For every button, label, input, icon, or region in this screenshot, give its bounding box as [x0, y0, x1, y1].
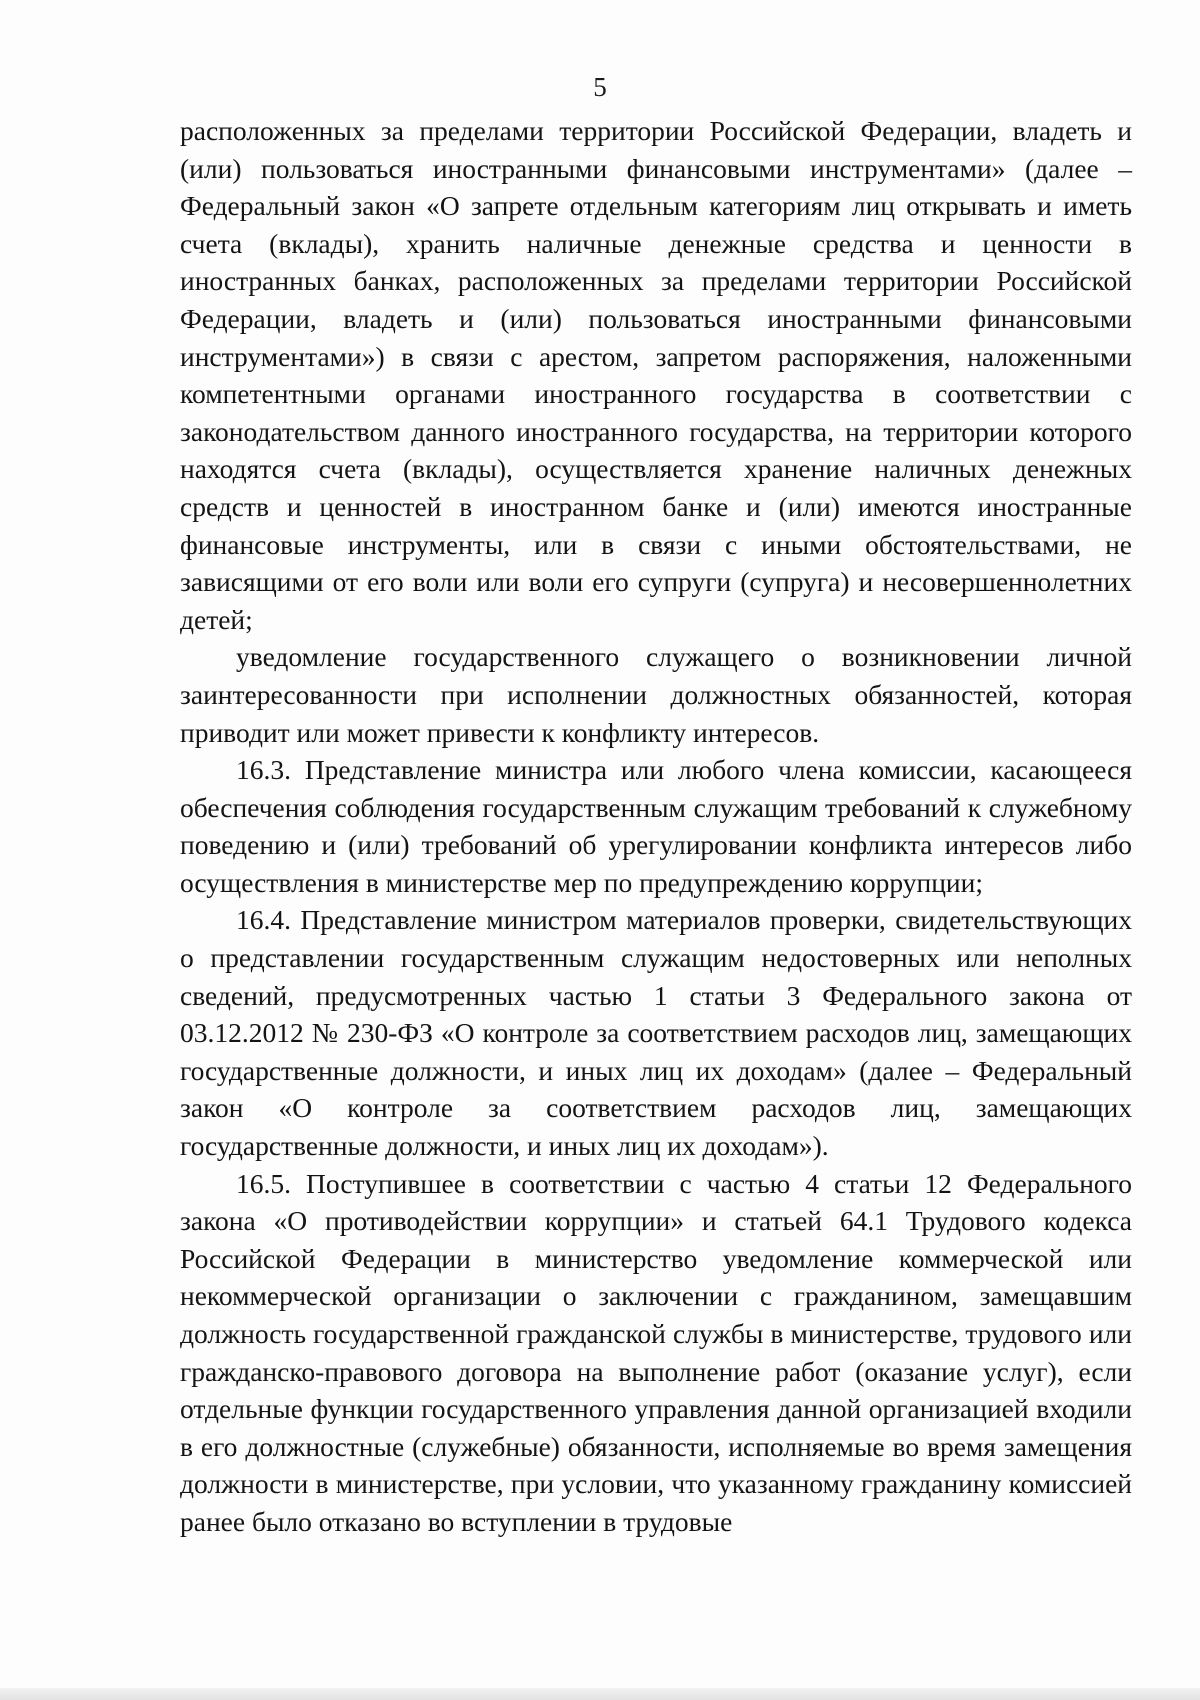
- scan-bottom-edge: [0, 1688, 1200, 1700]
- paragraph-16-3: 16.3. Представление министра или любого члена комиссии, касающееся обеспечения соблюдения государственным служащим требований к служебному поведению и (или) требований об урегулировании конфликта интересов либо осуществления в министерстве мер по предупреждению коррупции;: [180, 754, 1132, 898]
- paragraph-16-5: 16.5. Поступившее в соответствии с частью 4 статьи 12 Федерального закона «О противодействии коррупции» и статьей 64.1 Трудового кодекса Российской Федерации в министерство уведомление коммерческой или некоммерческой организации о заключении с гражданином, замещавшим должность государственной гражданской службы в министерстве, трудового или гражданско-правового договора на выполнение работ (оказание услуг), если отдельные функции государственного управления данной организацией входили в его должностные (служебные) обязанности, исполняемые во время замещения должности в министерстве, при условии, что указанному гражданину комиссией ранее было отказано во вступлении в трудовые: [180, 1167, 1132, 1537]
- page-number: 5: [593, 72, 607, 102]
- paragraph-continuation: расположенных за пределами территории Российской Федерации, владеть и (или) пользоваться иностранными финансовыми инструментами» (далее – Федеральный закон «О запрете отдельным категориям лиц открывать и иметь счета (вклады), хранить наличные денежные средства и ценности в иностранных банках, расположенных за пределами территории Российской Федерации, владеть и (или) пользоваться иностранными финансовыми инструментами») в связи с арестом, запретом распоряжения, наложенными компетентными органами иностранного государства в соответствии с законодательством данного иностранного государства, на территории которого находятся счета (вклады), осуществляется хранение наличных денежных средств и ценностей в иностранном банке и (или) имеются иностранные финансовые инструменты, или в связи с иными обстоятельствами, не зависящими от его воли или воли его супруги (супруга) и несовершеннолетних детей;: [180, 115, 1132, 635]
- paragraph-notification: уведомление государственного служащего о возникновении личной заинтересованности при исполнении должностных обязанностей, которая приводит или может привести к конфликту интересов.: [180, 641, 1132, 748]
- document-body: [180, 112, 1132, 1541]
- paragraph-16-4: 16.4. Представление министром материалов проверки, свидетельствующих о представлении государственным служащим недостоверных или неполных сведений, предусмотренных частью 1 статьи 3 Федерального закона от 03.12.2012 № 230-ФЗ «О контроле за соответствием расходов лиц, замещающих государственные должности, и иных лиц их доходам» (далее – Федеральный закон «О контроле за соответствием расходов лиц, замещающих государственные должности, и иных лиц их доходам»).: [180, 904, 1132, 1162]
